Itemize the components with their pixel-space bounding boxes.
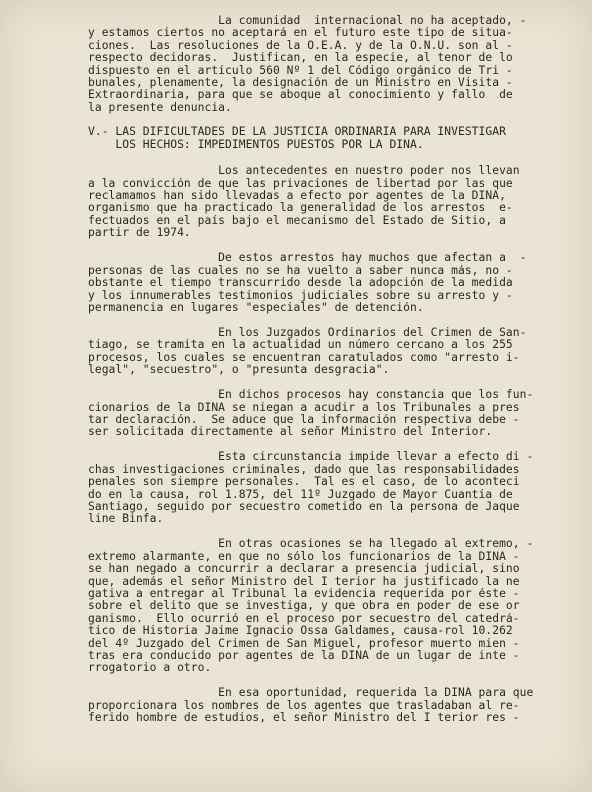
text-line: reclamamos han sido llevadas a efecto por agentes de la DINA, [88, 190, 506, 203]
text-line: ferido hombre de estudios, el señor Ministro del I terior res - [88, 712, 520, 725]
text-line: ciones. Las resoluciones de la O.E.A. y de la O.N.U. son al - [88, 39, 513, 52]
text-line: partir de 1974. [88, 227, 191, 240]
heading-line: LOS HECHOS: IMPEDIMENTOS PUESTOS POR LA DINA. [88, 138, 424, 151]
text-line: personas de las cuales no se ha vuelto a saber nunca más, no - [88, 264, 513, 277]
text-line: De estos arrestos hay muchos que afectan a - [88, 252, 527, 265]
text-line: ganismo. Ello ocurrió en el proceso por secuestro del catedrá- [88, 612, 520, 625]
heading-line: V.- LAS DIFICULTADES DE LA JUSTICIA ORDINARIA PARA INVESTIGAR [88, 126, 506, 139]
body-paragraph [88, 165, 550, 239]
text-line: Santiago, seguido por secuestro cometido en la persona de Jaque [88, 500, 520, 513]
body-paragraph [88, 687, 550, 724]
text-line: del 4º Juzgado del Crimen de San Miguel, profesor muerto mien - [88, 637, 520, 650]
intro-paragraph [88, 15, 550, 114]
text-line: line Binfa. [88, 513, 164, 526]
text-line: Los antecedentes en nuestro poder nos llevan [88, 165, 520, 178]
text-line: En los Juzgados Ordinarios del Crimen de San- [88, 326, 527, 339]
text-line: Esta circunstancia impide llevar a efecto di - [88, 451, 534, 464]
body-paragraph [88, 327, 550, 377]
text-line: extremo alarmante, en que no sólo los funcionarios de la DINA - [88, 550, 520, 563]
text-line: tras era conducido por agentes de la DINA de un lugar de inte - [88, 650, 520, 663]
text-line: tar declaración. Se aduce que la información respectiva debe - [88, 413, 520, 426]
text-line: do en la causa, rol 1.875, del 11º Juzgado de Mayor Cuantía de [88, 488, 513, 501]
document-body [88, 15, 550, 737]
text-line: Extraordinaria, para que se aboque al conocimiento y fallo de [88, 89, 513, 102]
text-line: bunales, plenamente, la designación de un Ministro en Visita - [88, 77, 513, 90]
text-line: penales son siempre personales. Tal es el caso, de lo aconteci [88, 476, 520, 489]
text-line: En dichos procesos hay constancia que los fun- [88, 389, 534, 402]
body-paragraph [88, 252, 550, 314]
body-paragraph [88, 538, 550, 674]
text-line: y estamos ciertos no aceptará en el futuro este tipo de situa- [88, 27, 513, 40]
text-line: cionarios de la DINA se niegan a acudir a los Tribunales a pres [88, 401, 520, 414]
text-line: proporcionara los nombres de los agentes que trasladaban al re- [88, 699, 520, 712]
text-line: tico de Historia Jaime Ignacio Ossa Galdames, causa-rol 10.262 [88, 625, 513, 638]
text-line: legal", "secuestro", o "presunta desgracia". [88, 364, 390, 377]
text-line: chas investigaciones criminales, dado que las responsabilidades [88, 463, 520, 476]
text-line: rrogatorio a otro. [88, 662, 212, 675]
text-line: procesos, los cuales se encuentran caratulados como "arresto i- [88, 351, 520, 364]
text-line: y los innumerables testimonios judiciales sobre su arresto y - [88, 289, 513, 302]
section-heading [88, 126, 550, 151]
text-line: La comunidad internacional no ha aceptado, - [88, 15, 527, 27]
text-line: sobre el delito que se investiga, y que obra en poder de ese or [88, 600, 520, 613]
text-line: gativa a entregar al Tribunal la evidencia requerida por éste - [88, 588, 520, 600]
text-line: En esa oportunidad, requerida la DINA para que [88, 687, 534, 700]
text-line: En otras ocasiones se ha llegado al extremo, - [88, 538, 534, 551]
text-line: se han negado a concurrir a declarar a presencia judicial, sino [88, 563, 520, 576]
body-paragraph [88, 451, 550, 525]
text-line: que, además el señor Ministro del I terior ha justificado la ne [88, 575, 520, 588]
text-line: la presente denuncia. [88, 101, 232, 114]
text-line: tiago, se tramita en la actualidad un número cercano a los 255 [88, 339, 513, 352]
text-line: a la convicción de que las privaciones de libertad por las que [88, 177, 513, 190]
text-line: organismo que ha practicado la generalidad de los arrestos e- [88, 202, 513, 215]
text-line: permanencia en lugares "especiales" de detención. [88, 301, 424, 314]
text-line: dispuesto en el artículo 560 Nº 1 del Código orgánico de Tri - [88, 64, 513, 77]
text-line: ser solicitada directamente al señor Ministro del Interior. [88, 426, 493, 439]
text-line: respecto decidoras. Justifican, en la especie, al tenor de lo [88, 52, 513, 65]
text-line: obstante el tiempo transcurrido desde la adopción de la medida [88, 277, 513, 290]
body-paragraph [88, 389, 550, 439]
text-line: fectuados en el país bajo el mecanismo del Estado de Sitio, a [88, 214, 506, 227]
